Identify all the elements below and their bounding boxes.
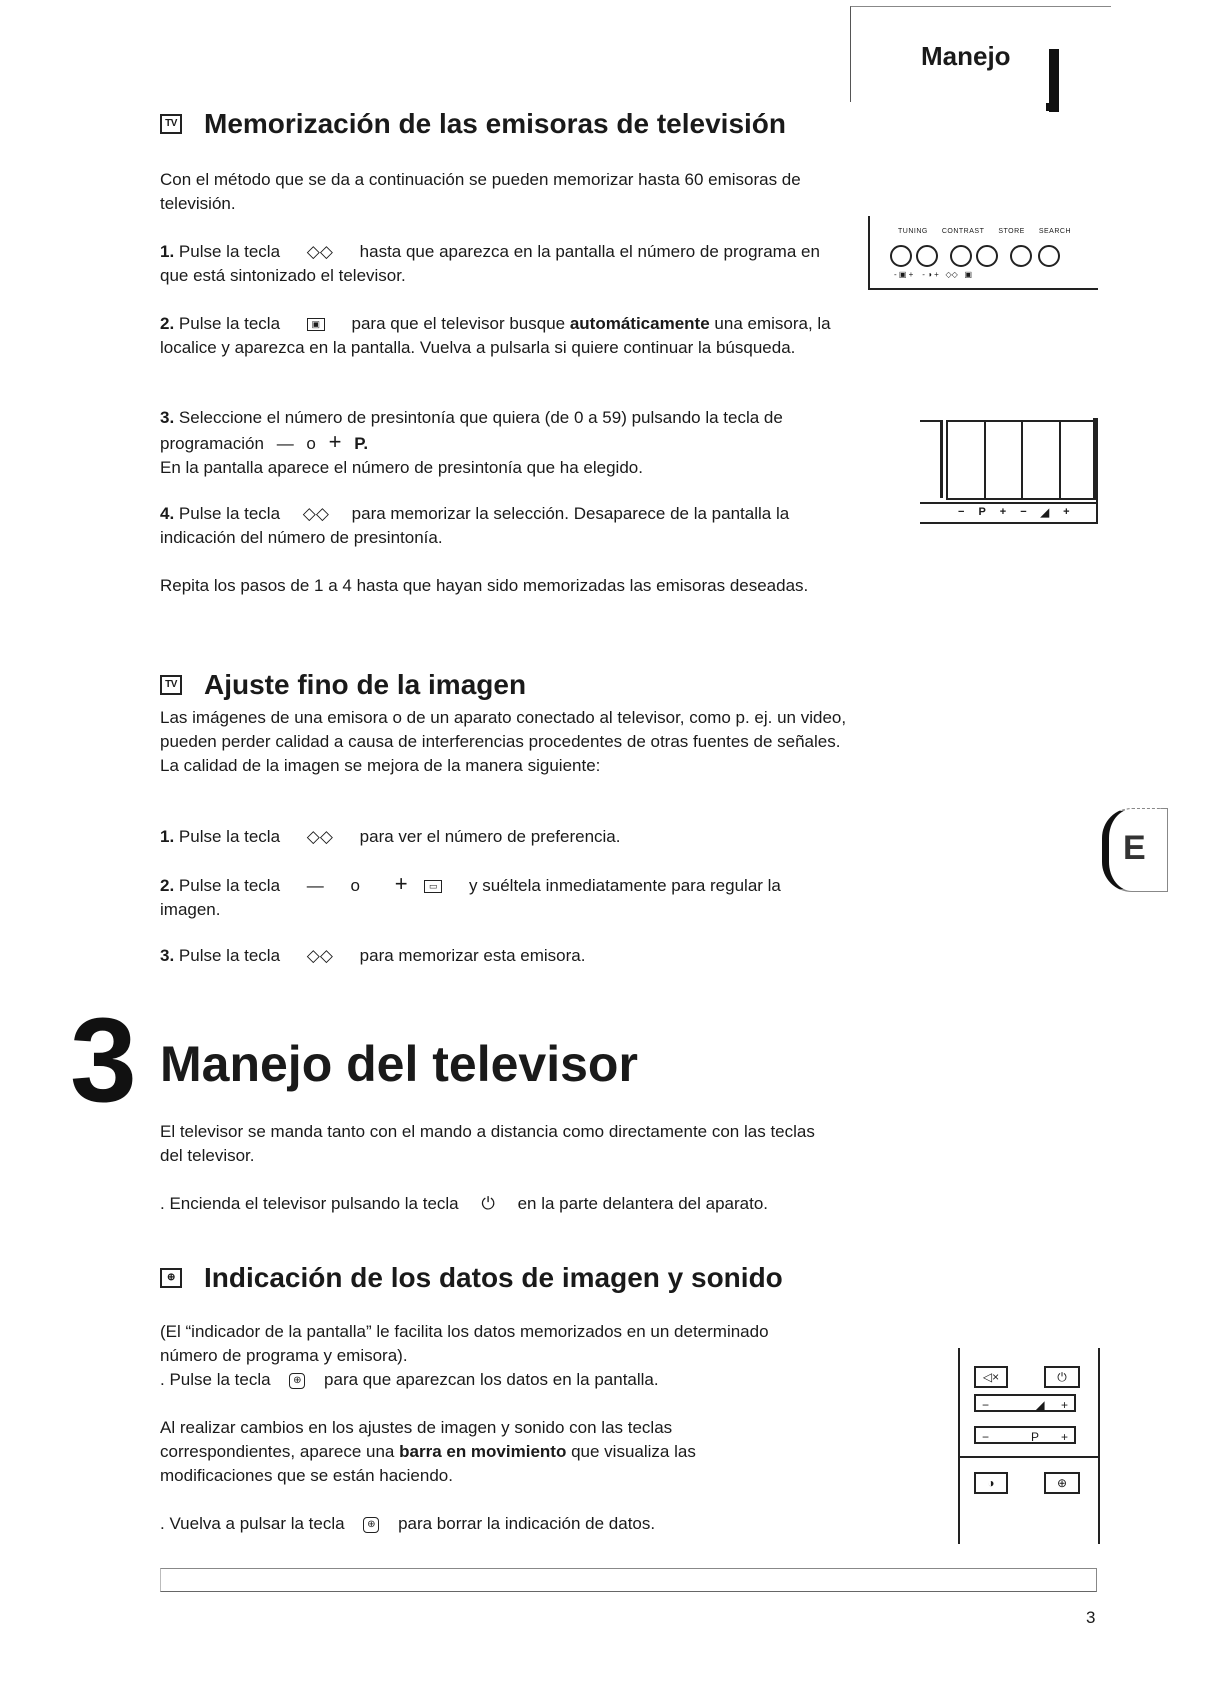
step-text: para memorizar esta emisora. [359,946,586,965]
display-paragraph-2 [160,1416,780,1488]
language-letter: E [1123,829,1146,867]
remote-control-diagram [958,1348,1108,1544]
section-title: Indicación de los datos de imagen y sonido [204,1262,783,1293]
paragraph-text: . Pulse la tecla [160,1370,271,1389]
plus-key-icon: + [328,429,342,454]
paragraph-text: en la parte delantera del aparato. [517,1194,769,1213]
section-heading-fine-tuning [160,669,526,701]
mute-key: ◁× [974,1366,1008,1388]
paragraph-text: . Vuelva a pulsar la tecla [160,1514,345,1533]
chapter-number: 3 [70,993,137,1127]
section-heading-memorization [160,108,786,140]
key-label: + [1063,506,1070,518]
panel-knob [1010,245,1032,267]
minus-key-icon: — [306,876,324,895]
step-emphasis: automáticamente [569,314,710,333]
tv-control-panel-diagram [868,216,1098,290]
program-key-labels [958,506,1070,519]
section-title: Ajuste fino de la imagen [204,669,527,700]
volume-minus: − [982,1398,990,1412]
section-heading-display [160,1262,783,1294]
step-text: o [350,876,360,895]
volume-plus: + [1060,1398,1068,1412]
step-text: Seleccione el número de presintonía que quiera (de 0 a 59) pulsando la tecla de [178,408,783,427]
key-label: P [978,506,986,518]
step-1 [160,240,840,288]
display-key-icon: ⊕ [289,1373,305,1389]
paragraph-text: para borrar la indicación de datos. [398,1514,656,1533]
p-key-label: P. [354,434,369,453]
header-tab-label: Manejo [921,41,1011,71]
key-label: − [1020,506,1027,518]
volume-icon: ◢ [1035,1398,1045,1412]
program-plus: + [1060,1430,1068,1444]
minus-key-icon: — [276,434,294,453]
step-text: para que el televisor busque [351,314,566,333]
panel-knob [976,245,998,267]
paragraph-text: Al realizar cambios en los ajustes de imagen y sonido con las teclas correspondientes, aparece una [160,1418,673,1461]
display-icon: ⊕ [160,1268,182,1288]
step-text: para ver el número de preferencia. [359,827,621,846]
panel-label: SEARCH [1038,228,1072,235]
paragraph-emphasis: barra en movimiento [399,1442,567,1461]
paragraph-text: (El “indicador de la pantalla” le facilita los datos memorizados en un determinado número de programa y emisora). [160,1322,769,1365]
step-text: una emisora, la localice y aparezca en la pantalla. Vuelva a pulsarla si quiere continuar la búsqueda. [160,314,831,357]
step-text: Pulse la tecla [178,314,281,333]
panel-label: CONTRAST [941,228,985,235]
repeat-paragraph: Repita los pasos de 1 a 4 hasta que hayan sido memorizadas las emisoras deseadas. [160,576,809,595]
store-key-icon: ◇◇ [302,504,329,523]
panel-label: TUNING [898,228,928,235]
paragraph-text: Las imágenes de una emisora o de un aparato conectado al televisor, como p. ej. un video, pueden perder calidad a causa de interferencias procedentes de otras fuentes de señales. [160,708,847,751]
power-icon: ⏻ [481,1194,495,1213]
page-number: 3 [1086,1608,1096,1627]
fine-step-2 [160,872,840,922]
store-key-icon: ◇◇ [306,946,333,965]
fine-tuning-paragraph [160,706,850,778]
panel-label: STORE [998,228,1025,235]
search-key-icon: ▣ [307,318,325,331]
fine-step-1 [160,825,850,849]
picture-key: ◑ [974,1472,1008,1494]
step-text: Pulse la tecla [178,242,281,261]
paragraph-text: que visualiza las modificaciones que se están haciendo. [160,1442,696,1485]
step-text: programación [160,434,264,453]
step-number: 2. [160,314,175,333]
program-keys-diagram [920,418,1100,528]
program-label: P [1030,1430,1039,1444]
step-text: Pulse la tecla [178,504,281,523]
step-number: 1. [160,242,175,261]
store-key-icon: ◇◇ [306,242,333,261]
step-text: Pulse la tecla [178,946,281,965]
step-3 [160,406,850,480]
paragraph-text: La calidad de la imagen se mejora de la manera siguiente: [160,756,601,775]
paragraph-text: para que aparezcan los datos en la pantalla. [324,1370,659,1389]
step-number: 3. [160,946,175,965]
panel-knob [950,245,972,267]
panel-sublabels: - ▣ + - ◑ + ◇◇ ▣ [894,270,973,279]
panel-knob [890,245,912,267]
program-minus: − [982,1430,990,1444]
step-text: para memorizar la selección. Desaparece de la pantalla la indicación del número de presintonía. [160,504,790,547]
chapter-title: Manejo del televisor [160,1036,638,1092]
language-side-tab [1102,808,1168,892]
step-number: 2. [160,876,175,895]
header-tab [850,6,1111,102]
tv-icon: TV [160,114,182,134]
step-text: o [306,434,316,453]
key-label: + [999,506,1007,518]
section-title: Memorización de las emisoras de televisión [204,108,786,139]
step-4 [160,502,850,550]
power-key: ⏻ [1044,1366,1080,1388]
step-text: Pulse la tecla [178,876,281,895]
step-number: 4. [160,504,175,523]
chapter-intro: El televisor se manda tanto con el mando a distancia como directamente con las teclas del televisor. [160,1122,815,1165]
store-key-icon: ◇◇ [306,827,333,846]
footer-rule [160,1568,1097,1592]
step-number: 3. [160,408,175,427]
intro-paragraph: Con el método que se da a continuación se pueden memorizar hasta 60 emisoras de televisión. [160,170,801,213]
step-text: y suéltela inmediatamente para regular la imagen. [160,876,781,919]
display-off-instruction [160,1512,850,1536]
fine-step-3 [160,944,850,968]
display-key-icon: ⊕ [363,1517,379,1533]
power-on-instruction [160,1192,850,1216]
step-text: Pulse la tecla [178,827,281,846]
volume-key [974,1394,1076,1412]
plus-key-icon: + [394,871,408,896]
display-key: ⊕ [1044,1472,1080,1494]
panel-knob [1038,245,1060,267]
step-text: hasta que aparezca en la pantalla el número de programa en que está sintonizado el televisor. [160,242,820,285]
key-label: − [958,506,965,518]
key-label: ◢ [1040,507,1050,519]
step-number: 1. [160,827,175,846]
header-tab-underline [1046,103,1059,111]
program-key [974,1426,1076,1444]
tv-icon: TV [160,675,182,695]
step-text: En la pantalla aparece el número de presintonía que ha elegido. [160,458,643,477]
step-2 [160,312,850,360]
panel-knob [916,245,938,267]
display-paragraph-1 [160,1320,820,1392]
panel-labels [898,228,1098,235]
paragraph-text: . Encienda el televisor pulsando la tecla [160,1194,459,1213]
tuning-key-icon: ▭ [424,880,442,893]
